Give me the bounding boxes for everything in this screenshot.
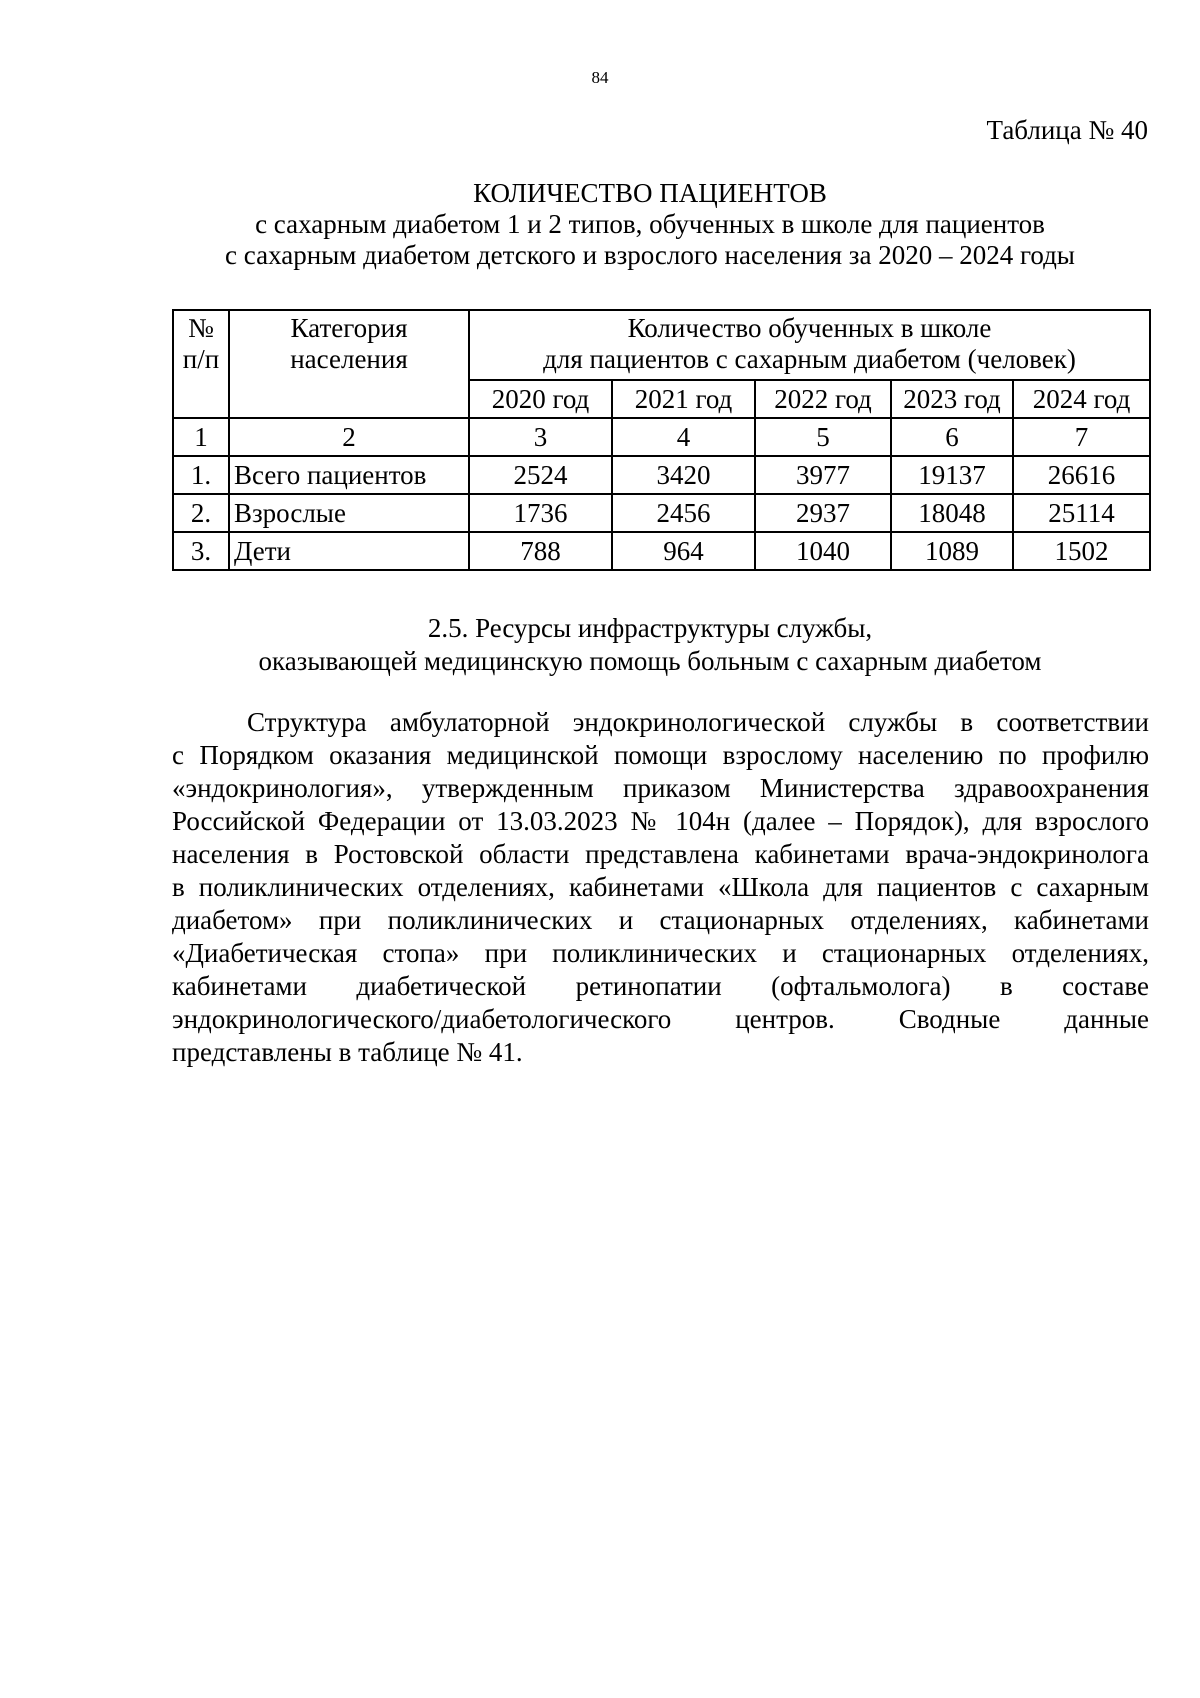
paragraph-line: населения в Ростовской области представлена кабинетами врача-эндокринолога bbox=[172, 839, 1149, 869]
row-value: 964 bbox=[612, 532, 755, 570]
table-title-line-2: с сахарным диабетом 1 и 2 типов, обученных в школе для пациентов bbox=[255, 209, 1045, 239]
row-value: 19137 bbox=[891, 456, 1013, 494]
page-number: 84 bbox=[591, 68, 609, 87]
row-value: 1040 bbox=[755, 532, 891, 570]
column-number: 6 bbox=[891, 418, 1013, 456]
table-row bbox=[173, 456, 1150, 494]
row-value: 3420 bbox=[612, 456, 755, 494]
row-category: Всего пациентов bbox=[229, 456, 469, 494]
header-category bbox=[229, 310, 469, 418]
row-value: 1736 bbox=[469, 494, 612, 532]
paragraph-line: в поликлинических отделениях, кабинетами «Школа для пациентов с сахарным bbox=[172, 872, 1149, 902]
header-year: 2022 год bbox=[755, 380, 891, 418]
row-category: Взрослые bbox=[229, 494, 469, 532]
column-number: 5 bbox=[755, 418, 891, 456]
table-title-line-1: КОЛИЧЕСТВО ПАЦИЕНТОВ bbox=[473, 178, 827, 208]
section-heading-line-2: оказывающей медицинскую помощь больным с сахарным диабетом bbox=[258, 646, 1042, 676]
row-value: 18048 bbox=[891, 494, 1013, 532]
body-paragraph bbox=[172, 706, 1149, 1069]
column-number: 3 bbox=[469, 418, 612, 456]
section-heading-line-1: 2.5. Ресурсы инфраструктуры службы, bbox=[427, 613, 873, 643]
header-category-text: Категория населения bbox=[290, 313, 408, 374]
header-num bbox=[173, 310, 229, 418]
paragraph-line: Российской Федерации от 13.03.2023 № 104н (далее – Порядок), для взрослого bbox=[172, 806, 1149, 836]
header-row bbox=[173, 310, 1150, 380]
row-value: 2937 bbox=[755, 494, 891, 532]
row-category: Дети bbox=[229, 532, 469, 570]
header-year: 2020 год bbox=[469, 380, 612, 418]
table-title-line-3: с сахарным диабетом детского и взрослого населения за 2020 – 2024 годы bbox=[225, 240, 1075, 270]
row-value: 2524 bbox=[469, 456, 612, 494]
paragraph-line: «эндокринология», утвержденным приказом Министерства здравоохранения bbox=[172, 773, 1149, 803]
header-year: 2024 год bbox=[1013, 380, 1150, 418]
paragraph-line: эндокринологического/диабетологического центров. Сводные данные bbox=[172, 1004, 1149, 1034]
row-value: 788 bbox=[469, 532, 612, 570]
header-group-text: Количество обученных в школе для пациентов с сахарным диабетом (человек) bbox=[543, 313, 1076, 374]
patients-table bbox=[172, 309, 1151, 571]
row-num: 3. bbox=[173, 532, 229, 570]
paragraph-line: «Диабетическая стопа» при поликлинических и стационарных отделениях, bbox=[172, 938, 1149, 968]
column-number: 4 bbox=[612, 418, 755, 456]
table-row bbox=[173, 494, 1150, 532]
row-value: 26616 bbox=[1013, 456, 1150, 494]
header-group bbox=[469, 310, 1150, 380]
column-number: 7 bbox=[1013, 418, 1150, 456]
paragraph-line: с Порядком оказания медицинской помощи взрослому населению по профилю bbox=[172, 740, 1149, 770]
row-value: 3977 bbox=[755, 456, 891, 494]
column-number: 1 bbox=[173, 418, 229, 456]
row-value: 1502 bbox=[1013, 532, 1150, 570]
header-num-text: № п/п bbox=[182, 313, 220, 374]
header-year: 2021 год bbox=[612, 380, 755, 418]
table-row bbox=[173, 532, 1150, 570]
paragraph-line: Структура амбулаторной эндокринологической службы в соответствии bbox=[247, 707, 1149, 737]
paragraph-line: диабетом» при поликлинических и стационарных отделениях, кабинетами bbox=[172, 905, 1149, 935]
header-year: 2023 год bbox=[891, 380, 1013, 418]
row-num: 2. bbox=[173, 494, 229, 532]
section-heading bbox=[150, 612, 1150, 678]
column-number: 2 bbox=[229, 418, 469, 456]
table-label: Таблица № 40 bbox=[986, 115, 1148, 145]
row-value: 2456 bbox=[612, 494, 755, 532]
paragraph-line: представлены в таблице № 41. bbox=[172, 1037, 523, 1067]
table-title bbox=[150, 178, 1150, 271]
row-value: 25114 bbox=[1013, 494, 1150, 532]
row-value: 1089 bbox=[891, 532, 1013, 570]
paragraph-line: кабинетами диабетической ретинопатии (офтальмолога) в составе bbox=[172, 971, 1149, 1001]
column-numbers-row bbox=[173, 418, 1150, 456]
row-num: 1. bbox=[173, 456, 229, 494]
